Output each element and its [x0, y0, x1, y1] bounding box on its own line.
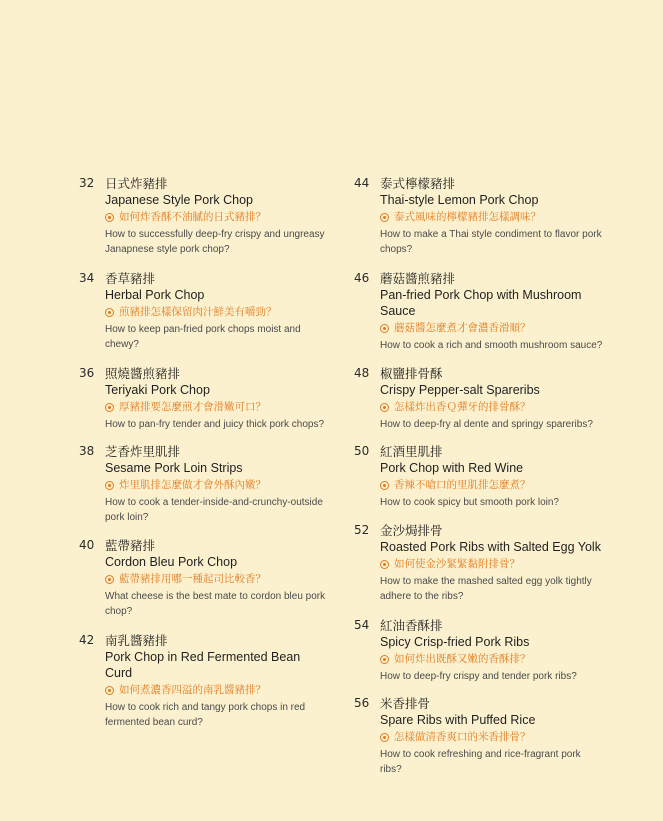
recipe-question-english: How to deep-fry crispy and tender pork ribs? — [380, 671, 577, 682]
recipe-question-english: How to keep pan-fried pork chops moist and chewy? — [105, 324, 301, 350]
toc-entry — [354, 365, 604, 432]
toc-entry — [79, 632, 329, 730]
recipe-question-chinese — [105, 210, 329, 225]
recipe-question-english: How to successfully deep-fry crispy and ungreasy Janapnese style pork chop? — [105, 229, 325, 255]
question-chinese-text: 泰式風味的檸檬豬排怎樣調味？ — [394, 211, 541, 223]
recipe-title-chinese: 照燒醬煎豬排 — [105, 366, 181, 381]
circle-dot-icon — [380, 213, 389, 222]
recipe-title-english: Pork Chop in Red Fermented Bean Curd — [105, 650, 301, 680]
recipe-title-english: Pan-fried Pork Chop with Mushroom Sauce — [380, 288, 582, 318]
entry-body — [380, 695, 604, 777]
recipe-question-chinese — [380, 478, 604, 493]
toc-entry — [354, 270, 604, 353]
recipe-question-chinese — [105, 305, 329, 320]
question-chinese-text: 如何煮濃香四溢的南乳醬豬排？ — [119, 684, 266, 696]
recipe-title-chinese: 金沙焗排骨 — [380, 523, 443, 538]
toc-entry — [79, 365, 329, 432]
recipe-title-english: Teriyaki Pork Chop — [105, 383, 210, 397]
recipe-title-english: Crispy Pepper-salt Spareribs — [380, 383, 540, 397]
entry-body — [380, 365, 604, 432]
recipe-title-chinese: 紅酒里肌排 — [380, 444, 443, 459]
recipe-question-chinese — [380, 730, 604, 745]
recipe-question-chinese — [380, 210, 604, 225]
recipe-question-english: What cheese is the best mate to cordon bleu pork chop? — [105, 591, 326, 617]
question-chinese-text: 厚豬排要怎麼煎才會滑嫩可口？ — [119, 401, 266, 413]
left-column — [79, 175, 329, 730]
page-number: 42 — [79, 633, 95, 647]
recipe-question-english: How to cook spicy but smooth pork loin? — [380, 497, 559, 508]
entry-body — [105, 632, 329, 730]
question-chinese-text: 如何使金沙緊緊黏附排骨？ — [394, 558, 520, 570]
entry-body — [380, 522, 604, 604]
circle-dot-icon — [105, 403, 114, 412]
recipe-question-chinese — [380, 652, 604, 667]
recipe-title-chinese: 芝香炸里肌排 — [105, 444, 181, 459]
page-number: 56 — [354, 696, 370, 710]
recipe-title-chinese: 椒鹽排骨酥 — [380, 366, 443, 381]
recipe-question-english: How to cook a rich and smooth mushroom sauce? — [380, 340, 603, 351]
page-number: 38 — [79, 444, 95, 458]
circle-dot-icon — [380, 733, 389, 742]
circle-dot-icon — [380, 560, 389, 569]
entry-body — [105, 175, 329, 257]
recipe-title-chinese: 香草豬排 — [105, 271, 156, 286]
recipe-question-english: How to make a Thai style condiment to flavor pork chops? — [380, 229, 602, 255]
toc-entry — [79, 270, 329, 352]
toc-entry — [354, 617, 604, 684]
toc-entry — [79, 443, 329, 525]
circle-dot-icon — [105, 686, 114, 695]
recipe-title-english: Cordon Bleu Pork Chop — [105, 555, 238, 569]
entry-body — [105, 443, 329, 525]
entry-body — [105, 270, 329, 352]
recipe-title-chinese: 南乳醬豬排 — [105, 633, 168, 648]
recipe-title-chinese: 藍帶豬排 — [105, 538, 156, 553]
question-chinese-text: 怎樣做清香爽口的米香排骨？ — [394, 731, 531, 743]
recipe-title-english: Sesame Pork Loin Strips — [105, 461, 243, 475]
toc-entry — [79, 175, 329, 257]
recipe-title-english: Thai-style Lemon Pork Chop — [380, 193, 539, 207]
question-chinese-text: 怎樣炸出香Ｑ彈牙的排骨酥？ — [394, 401, 531, 413]
recipe-question-english: How to cook a tender-inside-and-crunchy-outside pork loin? — [105, 497, 323, 523]
recipe-title-english: Spare Ribs with Puffed Rice — [380, 713, 536, 727]
page-number: 44 — [354, 176, 370, 190]
question-chinese-text: 如何炸香酥不油膩的日式豬排？ — [119, 211, 266, 223]
toc-entry — [354, 522, 604, 604]
recipe-title-chinese: 泰式檸檬豬排 — [380, 176, 456, 191]
circle-dot-icon — [105, 213, 114, 222]
recipe-title-chinese: 日式炸豬排 — [105, 176, 168, 191]
circle-dot-icon — [380, 655, 389, 664]
recipe-title-english: Pork Chop with Red Wine — [380, 461, 524, 475]
entry-body — [380, 617, 604, 684]
question-chinese-text: 煎豬排怎樣保留肉汁鮮美有嚼勁？ — [119, 306, 277, 318]
recipe-question-chinese — [105, 572, 329, 587]
right-column — [354, 175, 604, 777]
circle-dot-icon — [380, 403, 389, 412]
entry-body — [380, 270, 604, 353]
recipe-question-chinese — [105, 478, 329, 493]
recipe-question-chinese — [380, 557, 604, 572]
entry-body — [380, 175, 604, 257]
recipe-question-english: How to cook refreshing and rice-fragrant pork ribs? — [380, 749, 581, 775]
question-chinese-text: 如何炸出既酥又嫩的香酥排？ — [394, 653, 531, 665]
toc-entry — [354, 175, 604, 257]
question-chinese-text: 炸里肌排怎麼做才會外酥內嫩？ — [119, 479, 266, 491]
circle-dot-icon — [380, 324, 389, 333]
entry-body — [105, 365, 329, 432]
circle-dot-icon — [105, 575, 114, 584]
toc-entry — [354, 443, 604, 510]
page-number: 48 — [354, 366, 370, 380]
recipe-question-english: How to pan-fry tender and juicy thick pork chops? — [105, 419, 324, 430]
page-number: 36 — [79, 366, 95, 380]
page-number: 40 — [79, 538, 95, 552]
recipe-question-chinese — [105, 400, 329, 415]
recipe-title-english: Roasted Pork Ribs with Salted Egg Yolk — [380, 540, 601, 554]
page-number: 50 — [354, 444, 370, 458]
question-chinese-text: 蘑菇醬怎麼煮才會濃香滑順？ — [394, 322, 531, 334]
entry-body — [105, 537, 329, 619]
recipe-question-chinese — [380, 400, 604, 415]
entry-body — [380, 443, 604, 510]
question-chinese-text: 藍帶豬排用哪一種起司比較香？ — [119, 573, 266, 585]
circle-dot-icon — [105, 308, 114, 317]
page-number: 32 — [79, 176, 95, 190]
recipe-question-chinese — [380, 321, 604, 336]
recipe-title-chinese: 蘑菇醬煎豬排 — [380, 271, 456, 286]
recipe-question-english: How to make the mashed salted egg yolk tightly adhere to the ribs? — [380, 576, 592, 602]
circle-dot-icon — [105, 481, 114, 490]
toc-entry — [79, 537, 329, 619]
recipe-title-english: Spicy Crisp-fried Pork Ribs — [380, 635, 530, 649]
page-number: 54 — [354, 618, 370, 632]
recipe-question-english: How to cook rich and tangy pork chops in red fermented bean curd? — [105, 702, 306, 728]
page-number: 52 — [354, 523, 370, 537]
recipe-title-chinese: 米香排骨 — [380, 696, 431, 711]
question-chinese-text: 香辣不嗆口的里肌排怎麼煮？ — [394, 479, 531, 491]
page-number: 46 — [354, 271, 370, 285]
circle-dot-icon — [380, 481, 389, 490]
recipe-question-chinese — [105, 683, 329, 698]
page-number: 34 — [79, 271, 95, 285]
toc-entry — [354, 695, 604, 777]
recipe-title-english: Herbal Pork Chop — [105, 288, 205, 302]
recipe-question-english: How to deep-fry al dente and springy spareribs? — [380, 419, 593, 430]
recipe-title-english: Japanese Style Pork Chop — [105, 193, 254, 207]
recipe-title-chinese: 紅油香酥排 — [380, 618, 443, 633]
